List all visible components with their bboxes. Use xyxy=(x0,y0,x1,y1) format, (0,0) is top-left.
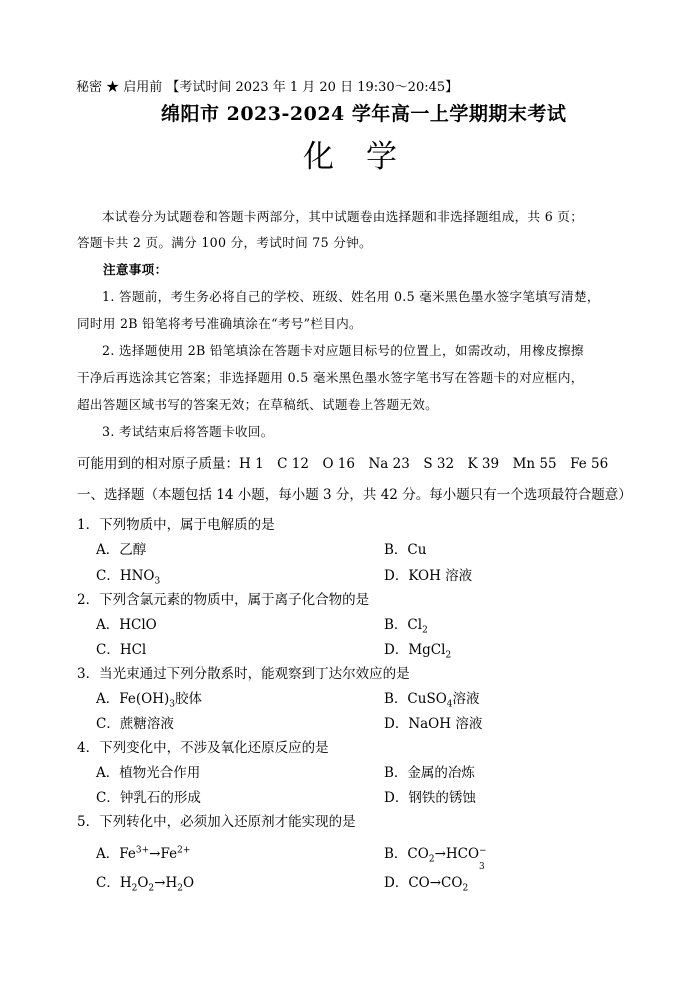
question-2-option-c: C．HCl xyxy=(96,642,147,658)
question-5-option-d: D．$CO\to CO_2$ xyxy=(384,875,469,894)
exam-title: 绵阳市 2023-2024 学年高一上学期期末考试 xyxy=(161,103,567,125)
question-1-option-a: A．乙醇 xyxy=(96,542,147,558)
question-4-option-b: B．金属的冶炼 xyxy=(384,765,475,781)
question-1-option-c: C．$HNO_3$ xyxy=(96,568,161,587)
notice-heading: 注意事项： xyxy=(103,262,168,277)
notice-item-2-line-2: 干净后再选涂其它答案；非选择题用 0.5 毫米黑色墨水签字笔书写在答题卡的对应框内， xyxy=(77,370,584,385)
question-3-option-a: A．$Fe(OH)_3$胶体 xyxy=(96,691,202,710)
question-2-option-d: D．MgCl$_2$ xyxy=(384,642,452,661)
question-4-stem: 4．下列变化中，不涉及氧化还原反应的是 xyxy=(77,740,329,756)
question-1-stem: 1．下列物质中，属于电解质的是 xyxy=(77,517,275,533)
notice-item-2-line-3: 超出答题区域书写的答案无效；在草稿纸、试题卷上答题无效。 xyxy=(77,397,439,412)
question-5-option-c: C．$H_2O_2\to H_2O$ xyxy=(96,875,195,894)
question-4-option-d: D．钢铁的锈蚀 xyxy=(384,790,476,806)
atomic-masses: 可能用到的相对原子质量：H 1 C 12 O 16 Na 23 S 32 K 39 Mn 55 Fe 56 xyxy=(77,456,609,472)
notice-item-2-line-1: 2. 选择题使用 2B 铅笔填涂在答题卡对应题目标号的位置上，如需改动，用橡皮擦擦 xyxy=(102,343,584,358)
secret-line: 秘密 ★ 启用前 【考试时间 2023 年 1 月 20 日 19:30～20:45】 xyxy=(76,80,459,95)
question-1-option-b: B．Cu xyxy=(384,542,427,558)
question-2-option-a: A．HClO xyxy=(96,617,157,633)
question-5-option-b: B．$CO_2\to HCO$ − 3 xyxy=(384,846,487,872)
question-3-option-b: B．CuSO$_4$溶液 xyxy=(384,691,480,710)
question-4-option-a: A．植物光合作用 xyxy=(96,765,201,781)
question-3-option-d: D．NaOH 溶液 xyxy=(384,716,483,732)
question-3-option-c: C．蔗糖溶液 xyxy=(96,716,174,732)
question-4-option-c: C．钟乳石的形成 xyxy=(96,790,201,806)
section-1-heading: 一、选择题（本题包括 14 小题，每小题 3 分，共 42 分。每小题只有一个选项最符合题意） xyxy=(77,487,632,503)
question-2-stem: 2．下列含氯元素的物质中，属于离子化合物的是 xyxy=(77,592,370,608)
notice-item-3: 3. 考试结束后将答题卡收回。 xyxy=(102,424,274,439)
question-1-option-d: D．KOH 溶液 xyxy=(384,568,473,584)
question-5-option-a: A．$Fe^{3+}\to Fe^{2+}$ xyxy=(96,845,191,862)
question-3-stem: 3．当光束通过下列分散系时，能观察到丁达尔效应的是 xyxy=(77,666,410,682)
question-5-stem: 5．下列转化中，必须加入还原剂才能实现的是 xyxy=(77,814,356,830)
notice-item-1-line-2: 同时用 2B 铅笔将考号准确填涂在“考号”栏目内。 xyxy=(77,316,362,331)
subject-title: 化学 xyxy=(303,139,429,175)
notice-item-1-line-1: 1. 答题前，考生务必将自己的学校、班级、姓名用 0.5 毫米黑色墨水签字笔填写清楚， xyxy=(102,289,600,304)
intro-line-2: 答题卡共 2 页。满分 100 分，考试时间 75 分钟。 xyxy=(77,235,372,250)
intro-line-1: 本试卷分为试题卷和答题卡两部分，其中试题卷由选择题和非选择题组成，共 6 页； xyxy=(102,209,584,224)
question-2-option-b: B．$Cl_2$ xyxy=(384,617,428,636)
